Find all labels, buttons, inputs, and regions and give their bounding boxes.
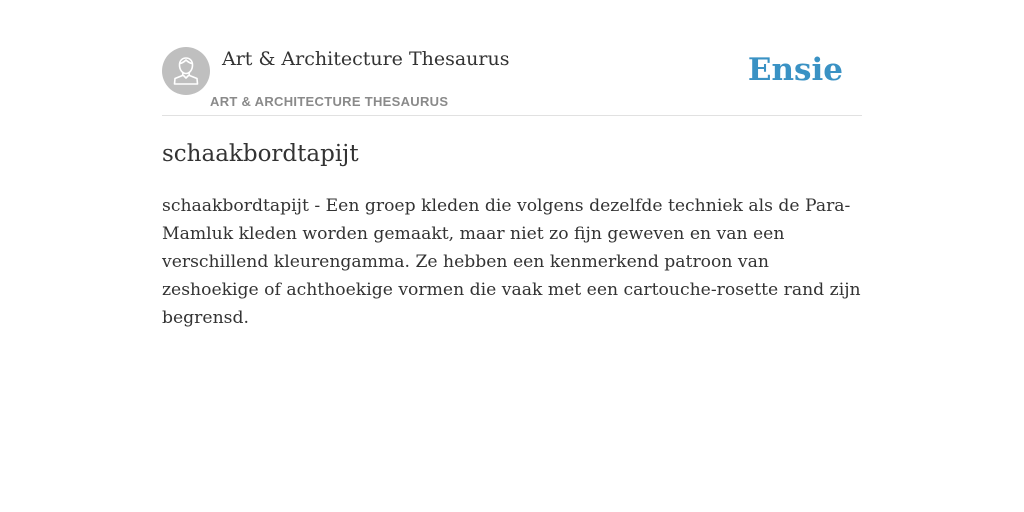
source-subtitle[interactable]: ART & ARCHITECTURE THESAURUS <box>210 94 449 109</box>
entry-definition: schaakbordtapijt - Een groep kleden die volgens dezelfde techniek als de Para-Mamluk kleden worden gemaakt, maar niet zo fijn geweven en van een verschillend kleurengamma. Ze hebben een kenmerkend patroon van zeshoekige of achthoekige vormen die vaak met een cartouche-rosette rand zijn begrensd. <box>162 196 861 328</box>
entry-title: schaakbordtapijt <box>162 141 359 167</box>
user-icon <box>162 47 210 95</box>
source-title[interactable]: Art & Architecture Thesaurus <box>222 48 510 70</box>
avatar[interactable] <box>162 47 210 95</box>
header <box>162 47 862 116</box>
brand-logo[interactable]: Ensie <box>747 52 843 88</box>
